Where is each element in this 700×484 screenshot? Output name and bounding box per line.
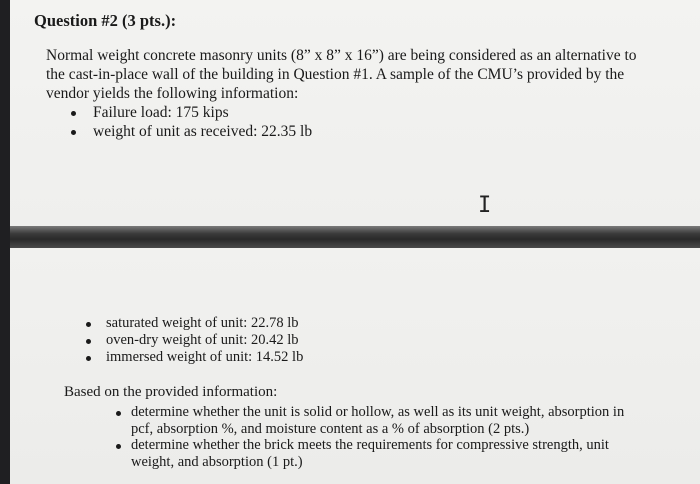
- given-item: oven-dry weight of unit: 20.42 lb: [106, 332, 299, 348]
- question-text-line: vendor yields the following information:: [46, 85, 299, 102]
- given-item: saturated weight of unit: 22.78 lb: [106, 315, 299, 331]
- task-line: determine whether the brick meets the requirements for compressive strength, unit: [131, 437, 609, 453]
- question-text-line: Normal weight concrete masonry units (8” x 8” x 16”) are being considered as an alternative to: [46, 47, 637, 64]
- task-line: pcf, absorption %, and moisture content as a % of absorption (2 pts.): [131, 421, 530, 437]
- given-item: immersed weight of unit: 14.52 lb: [106, 349, 304, 365]
- bullet-icon: [86, 339, 91, 344]
- tasks-intro: Based on the provided information:: [64, 384, 278, 400]
- bullet-icon: [116, 411, 121, 416]
- given-item: weight of unit as received: 22.35 lb: [93, 123, 313, 140]
- bullet-icon: [71, 130, 76, 135]
- bullet-icon: [71, 111, 76, 116]
- given-item: Failure load: 175 kips: [93, 104, 229, 121]
- bullet-icon: [86, 356, 91, 361]
- task-line: determine whether the unit is solid or hollow, as well as its unit weight, absorption in: [131, 404, 625, 420]
- question-text-line: the cast-in-place wall of the building in Question #1. A sample of the CMU’s provided by the: [46, 66, 625, 83]
- text-cursor-icon: I: [478, 193, 492, 218]
- page-divider: [10, 226, 700, 248]
- bullet-icon: [86, 322, 91, 327]
- question-title: Question #2 (3 pts.):: [34, 11, 177, 30]
- task-line: weight, and absorption (1 pt.): [131, 454, 303, 470]
- bullet-icon: [116, 444, 121, 449]
